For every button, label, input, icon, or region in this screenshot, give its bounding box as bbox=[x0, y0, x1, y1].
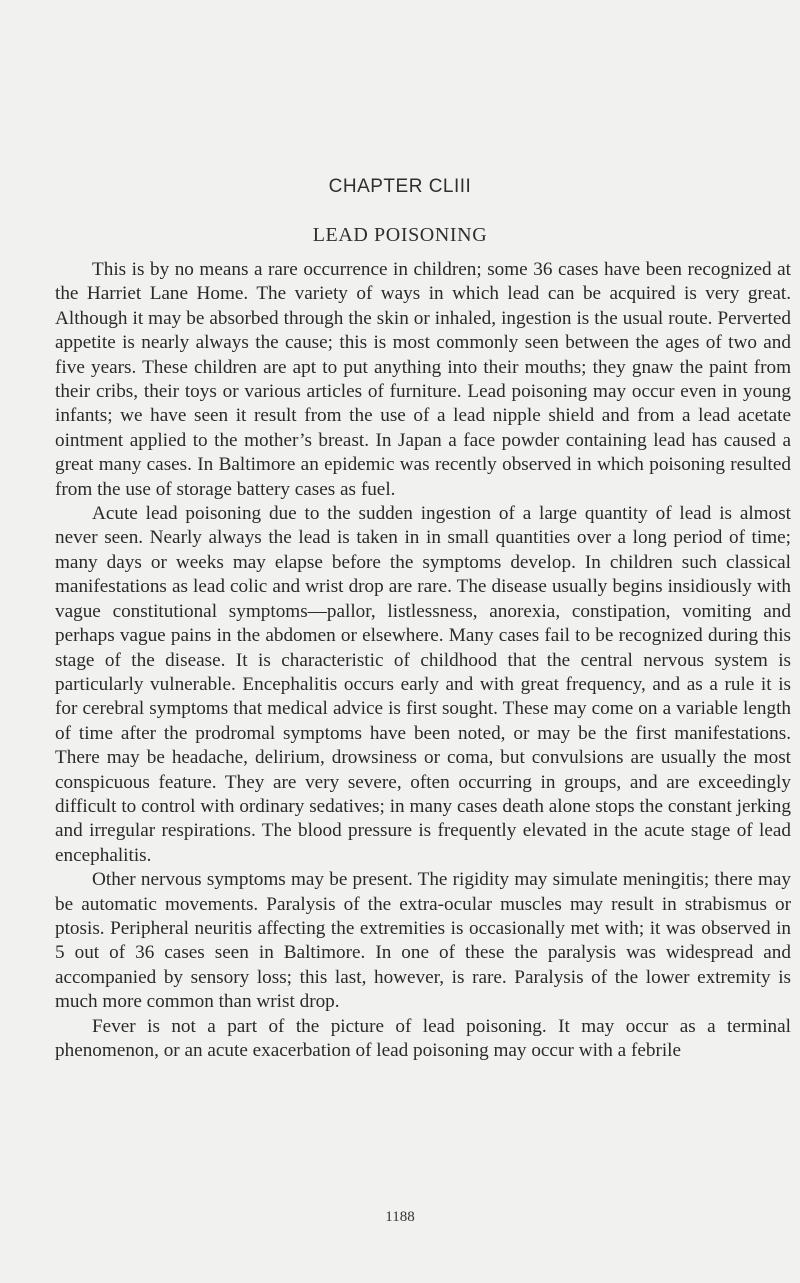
body-text bbox=[55, 258, 791, 1063]
paragraph: This is by no means a rare occurrence in children; some 36 cases have been recognized at the Harriet Lane Home. The variety of ways in which lead can be acquired is very great. Although it may be absorbed through the skin or inhaled, ingestion is the usual route. Perverted appetite is nearly always the cause; this is most commonly seen between the ages of two and five years. These children are apt to put anything into their mouths; they gnaw the paint from their cribs, their toys or various articles of furniture. Lead poisoning may occur even in young infants; we have seen it result from the use of a lead nipple shield and from a lead acetate ointment applied to the mother’s breast. In Japan a face powder containing lead has caused a great many cases. In Baltimore an epidemic was recently observed in which poisoning resulted from the use of storage battery cases as fuel. bbox=[55, 259, 791, 500]
chapter-heading: CHAPTER CLIII bbox=[328, 176, 472, 197]
paragraph: Fever is not a part of the picture of lead poisoning. It may occur as a terminal phenomenon, or an acute exacerbation of lead poisoning may occur with a febrile bbox=[55, 1015, 791, 1061]
page-number: 1188 bbox=[385, 1209, 415, 1225]
paragraph: Acute lead poisoning due to the sudden ingestion of a large quantity of lead is almost never seen. Nearly always the lead is taken in in small quantities over a long period of time; many days or weeks may elapse before the symptoms develop. In children such classical manifestations as lead colic and wrist drop are rare. The disease usually begins insidiously with vague constitutional symptoms—pallor, listlessness, anorexia, constipation, vomiting and perhaps vague pains in the abdomen or elsewhere. Many cases fail to be recognized during this stage of the disease. It is characteristic of childhood that the central nervous system is particularly vulnerable. Encephalitis occurs early and with great frequency, and as a rule it is for cerebral symptoms that medical advice is first sought. These may come on a variable length of time after the prodromal symptoms have been noted, or may be the first manifestations. There may be headache, delirium, drowsiness or coma, but convulsions are usually the most conspicuous feature. They are very severe, often occurring in groups, and are exceedingly difficult to control with ordinary sedatives; in many cases death alone stops the constant jerking and irregular respirations. The blood pressure is frequently elevated in the acute stage of lead encephalitis. bbox=[55, 503, 791, 866]
chapter-title: LEAD POISONING bbox=[312, 224, 488, 246]
paragraph: Other nervous symptoms may be present. The rigidity may simulate meningitis; there may be automatic movements. Paralysis of the extra-ocular muscles may result in strabismus or ptosis. Peripheral neuritis affecting the extremities is occasionally met with; it was observed in 5 out of 36 cases seen in Baltimore. In one of these the paralysis was widespread and accompanied by sensory loss; this last, however, is rare. Paralysis of the lower extremity is much more common than wrist drop. bbox=[55, 869, 791, 1013]
